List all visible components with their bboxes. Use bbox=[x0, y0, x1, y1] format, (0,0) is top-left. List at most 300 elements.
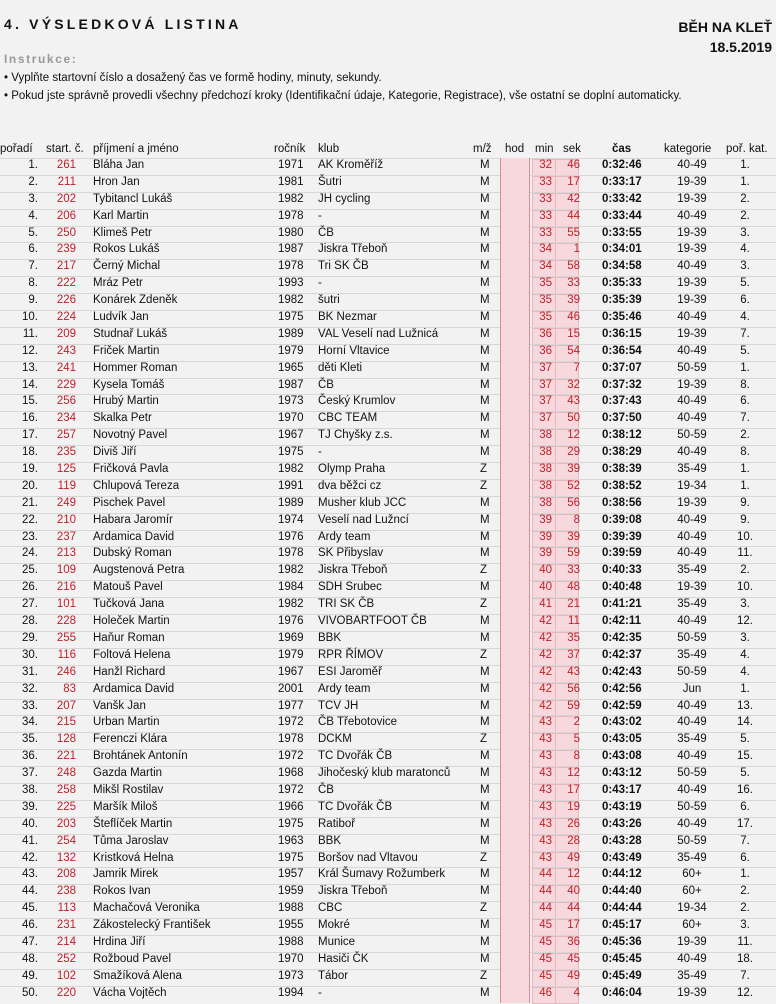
rank-cell: 35. bbox=[22, 733, 38, 746]
seconds-input[interactable]: 56 bbox=[567, 496, 580, 509]
hours-input[interactable] bbox=[500, 851, 530, 868]
minutes-input[interactable]: 43 bbox=[539, 733, 552, 746]
hours-input[interactable] bbox=[500, 715, 530, 732]
start-number-input[interactable]: 220 bbox=[56, 986, 76, 999]
start-number-input[interactable]: 222 bbox=[56, 277, 76, 290]
category-cell: 40-49 bbox=[677, 699, 707, 712]
category-cell: 35-49 bbox=[677, 598, 707, 611]
start-number-input[interactable]: 211 bbox=[57, 175, 76, 188]
hours-input[interactable] bbox=[500, 952, 530, 969]
name-cell: Rokos Lukáš bbox=[93, 243, 160, 256]
gender-cell: M bbox=[480, 277, 490, 290]
gender-cell: M bbox=[480, 581, 490, 594]
instructions-heading: Instrukce: bbox=[4, 52, 78, 66]
name-cell: Ferenczi Klára bbox=[93, 733, 168, 746]
hours-input[interactable] bbox=[500, 175, 530, 192]
time-cell: 0:43:26 bbox=[602, 817, 642, 830]
hours-input[interactable] bbox=[500, 276, 530, 293]
name-cell: Konárek Zdeněk bbox=[93, 294, 178, 307]
category-rank-cell: 5. bbox=[740, 277, 750, 290]
start-number-input[interactable]: 102 bbox=[56, 969, 76, 982]
gender-cell: Z bbox=[480, 851, 488, 864]
seconds-input[interactable]: 33 bbox=[567, 277, 580, 290]
minutes-input[interactable]: 39 bbox=[539, 547, 552, 560]
category-rank-cell: 6. bbox=[740, 851, 750, 864]
seconds-input[interactable]: 55 bbox=[567, 226, 580, 239]
col-poradi: pořadí bbox=[0, 143, 33, 155]
hours-input[interactable] bbox=[500, 394, 530, 411]
hours-input[interactable] bbox=[500, 648, 530, 665]
minutes-input[interactable]: 42 bbox=[539, 631, 552, 644]
category-rank-cell: 1. bbox=[740, 682, 750, 695]
start-number-input[interactable]: 248 bbox=[56, 767, 76, 780]
name-cell: Brohtánek Antonín bbox=[93, 750, 188, 763]
seconds-input[interactable]: 54 bbox=[567, 344, 580, 357]
seconds-input[interactable]: 8 bbox=[573, 750, 580, 763]
table-row bbox=[0, 310, 776, 327]
start-number-input[interactable]: 250 bbox=[56, 226, 76, 239]
category-cell: 35-49 bbox=[677, 648, 707, 661]
start-number-input[interactable]: 128 bbox=[56, 733, 76, 746]
hours-input[interactable] bbox=[500, 496, 530, 513]
rank-cell: 3. bbox=[28, 192, 38, 205]
table-row bbox=[0, 918, 776, 935]
club-cell: - bbox=[318, 446, 322, 459]
seconds-input[interactable]: 37 bbox=[567, 648, 580, 661]
seconds-input[interactable]: 26 bbox=[567, 817, 580, 830]
minutes-input[interactable]: 34 bbox=[539, 260, 552, 273]
category-rank-cell: 1. bbox=[740, 361, 750, 374]
hours-input[interactable] bbox=[500, 682, 530, 699]
seconds-input[interactable]: 58 bbox=[567, 260, 580, 273]
hours-input[interactable] bbox=[500, 445, 530, 462]
category-cell: 40-49 bbox=[677, 395, 707, 408]
club-cell: Jiskra Třeboň bbox=[318, 243, 388, 256]
hours-input[interactable] bbox=[500, 242, 530, 259]
seconds-input[interactable]: 17 bbox=[567, 783, 580, 796]
seconds-input[interactable]: 39 bbox=[567, 294, 580, 307]
seconds-input[interactable]: 43 bbox=[567, 665, 580, 678]
time-cell: 0:35:46 bbox=[602, 311, 642, 324]
start-number-input[interactable]: 235 bbox=[56, 446, 76, 459]
minutes-input[interactable]: 41 bbox=[539, 598, 552, 611]
table-row bbox=[0, 242, 776, 259]
category-rank-cell: 15. bbox=[737, 750, 753, 763]
seconds-input[interactable]: 59 bbox=[567, 699, 580, 712]
minutes-input[interactable]: 33 bbox=[539, 226, 552, 239]
category-rank-cell: 18. bbox=[737, 952, 753, 965]
rank-cell: 14. bbox=[22, 378, 38, 391]
year-cell: 1993 bbox=[278, 277, 304, 290]
minutes-input[interactable]: 44 bbox=[539, 902, 552, 915]
start-number-input[interactable]: 252 bbox=[56, 952, 76, 965]
hours-input[interactable] bbox=[500, 479, 530, 496]
gender-cell: M bbox=[480, 885, 490, 898]
gender-cell: M bbox=[480, 530, 490, 543]
seconds-input[interactable]: 12 bbox=[567, 767, 580, 780]
start-number-input[interactable]: 249 bbox=[56, 496, 76, 509]
start-number-input[interactable]: 113 bbox=[57, 902, 76, 915]
hours-input[interactable] bbox=[500, 817, 530, 834]
category-cell: 19-39 bbox=[677, 496, 707, 509]
start-number-input[interactable]: 119 bbox=[57, 479, 76, 492]
hours-input[interactable] bbox=[500, 530, 530, 547]
seconds-input[interactable]: 7 bbox=[573, 361, 580, 374]
name-cell: Ludvík Jan bbox=[93, 311, 149, 324]
minutes-input[interactable]: 38 bbox=[539, 463, 552, 476]
time-cell: 0:42:11 bbox=[602, 615, 642, 628]
minutes-input[interactable]: 42 bbox=[539, 699, 552, 712]
seconds-input[interactable]: 12 bbox=[567, 429, 580, 442]
gender-cell: M bbox=[480, 868, 490, 881]
minutes-input[interactable]: 43 bbox=[539, 851, 552, 864]
category-rank-cell: 7. bbox=[740, 412, 750, 425]
start-number-input[interactable]: 256 bbox=[56, 395, 76, 408]
seconds-input[interactable]: 15 bbox=[567, 327, 580, 340]
minutes-input[interactable]: 43 bbox=[539, 750, 552, 763]
minutes-input[interactable]: 43 bbox=[539, 800, 552, 813]
gender-cell: Z bbox=[480, 479, 488, 492]
minutes-input[interactable]: 38 bbox=[539, 446, 552, 459]
table-row bbox=[0, 496, 776, 513]
hours-input[interactable] bbox=[500, 192, 530, 209]
hours-input[interactable] bbox=[500, 867, 530, 884]
seconds-input[interactable]: 36 bbox=[567, 935, 580, 948]
club-cell: BBK bbox=[318, 631, 342, 644]
minutes-input[interactable]: 44 bbox=[539, 885, 552, 898]
start-number-input[interactable]: 214 bbox=[56, 935, 76, 948]
rank-cell: 2. bbox=[28, 175, 38, 188]
minutes-input[interactable]: 35 bbox=[539, 311, 552, 324]
start-number-input[interactable]: 209 bbox=[56, 327, 76, 340]
minutes-input[interactable]: 35 bbox=[539, 294, 552, 307]
table-row bbox=[0, 783, 776, 800]
minutes-input[interactable]: 34 bbox=[539, 243, 552, 256]
minutes-input[interactable]: 38 bbox=[539, 429, 552, 442]
hours-input[interactable] bbox=[500, 546, 530, 563]
category-rank-cell: 9. bbox=[740, 496, 750, 509]
rank-cell: 17. bbox=[22, 429, 38, 442]
hours-input[interactable] bbox=[500, 631, 530, 648]
hours-input[interactable] bbox=[500, 935, 530, 952]
rank-cell: 18. bbox=[22, 446, 38, 459]
seconds-input[interactable]: 19 bbox=[567, 800, 580, 813]
minutes-input[interactable]: 36 bbox=[539, 344, 552, 357]
start-number-input[interactable]: 257 bbox=[56, 429, 76, 442]
seconds-input[interactable]: 46 bbox=[567, 311, 580, 324]
hours-input[interactable] bbox=[500, 158, 530, 175]
category-cell: 19-39 bbox=[677, 175, 707, 188]
minutes-input[interactable]: 43 bbox=[539, 767, 552, 780]
time-cell: 0:43:02 bbox=[602, 716, 642, 729]
hours-input[interactable] bbox=[500, 361, 530, 378]
minutes-input[interactable]: 45 bbox=[539, 919, 552, 932]
minutes-input[interactable]: 39 bbox=[539, 513, 552, 526]
start-number-input[interactable]: 221 bbox=[56, 750, 76, 763]
minutes-input[interactable]: 37 bbox=[539, 378, 552, 391]
start-number-input[interactable]: 217 bbox=[56, 260, 76, 273]
club-cell: VAL Veselí nad Lužnicá bbox=[318, 327, 439, 340]
category-rank-cell: 9. bbox=[740, 513, 750, 526]
year-cell: 1974 bbox=[278, 513, 304, 526]
name-cell: Novotný Pavel bbox=[93, 429, 168, 442]
year-cell: 1971 bbox=[278, 159, 304, 171]
hours-input[interactable] bbox=[500, 310, 530, 327]
hours-input[interactable] bbox=[500, 800, 530, 817]
minutes-input[interactable]: 43 bbox=[539, 783, 552, 796]
minutes-input[interactable]: 38 bbox=[539, 479, 552, 492]
seconds-input[interactable]: 17 bbox=[567, 175, 580, 188]
minutes-input[interactable]: 38 bbox=[539, 496, 552, 509]
seconds-input[interactable]: 21 bbox=[567, 598, 580, 611]
start-number-input[interactable]: 132 bbox=[56, 851, 76, 864]
start-number-input[interactable]: 207 bbox=[56, 699, 76, 712]
hours-input[interactable] bbox=[500, 344, 530, 361]
seconds-input[interactable]: 49 bbox=[567, 969, 580, 982]
minutes-input[interactable]: 37 bbox=[539, 361, 552, 374]
time-cell: 0:38:12 bbox=[602, 429, 642, 442]
seconds-input[interactable]: 43 bbox=[567, 395, 580, 408]
category-rank-cell: 7. bbox=[740, 834, 750, 847]
seconds-input[interactable]: 1 bbox=[573, 243, 580, 256]
seconds-input[interactable]: 17 bbox=[567, 919, 580, 932]
rank-cell: 40. bbox=[22, 817, 38, 830]
start-number-input[interactable]: 225 bbox=[56, 800, 76, 813]
minutes-input[interactable]: 32 bbox=[539, 159, 552, 171]
category-cell: 40-49 bbox=[677, 716, 707, 729]
minutes-input[interactable]: 42 bbox=[539, 665, 552, 678]
table-row bbox=[0, 766, 776, 783]
category-cell: 35-49 bbox=[677, 463, 707, 476]
minutes-input[interactable]: 42 bbox=[539, 615, 552, 628]
start-number-input[interactable]: 203 bbox=[56, 817, 76, 830]
minutes-input[interactable]: 36 bbox=[539, 327, 552, 340]
start-number-input[interactable]: 202 bbox=[56, 192, 76, 205]
rank-cell: 29. bbox=[22, 631, 38, 644]
seconds-input[interactable]: 12 bbox=[567, 868, 580, 881]
start-number-input[interactable]: 261 bbox=[56, 159, 76, 171]
hours-input[interactable] bbox=[500, 783, 530, 800]
club-cell: TC Dvořák ČB bbox=[318, 750, 393, 763]
category-cell: 40-49 bbox=[677, 952, 707, 965]
hours-input[interactable] bbox=[500, 834, 530, 851]
start-number-input[interactable]: 243 bbox=[56, 344, 76, 357]
year-cell: 1967 bbox=[278, 665, 304, 678]
club-cell: - bbox=[318, 986, 322, 999]
hours-input[interactable] bbox=[500, 918, 530, 935]
start-number-input[interactable]: 246 bbox=[56, 665, 76, 678]
seconds-input[interactable]: 52 bbox=[567, 479, 580, 492]
hours-input[interactable] bbox=[500, 209, 530, 226]
start-number-input[interactable]: 215 bbox=[56, 716, 76, 729]
seconds-input[interactable]: 48 bbox=[567, 581, 580, 594]
seconds-input[interactable]: 4 bbox=[573, 986, 580, 999]
hours-input[interactable] bbox=[500, 378, 530, 395]
seconds-input[interactable]: 5 bbox=[573, 733, 580, 746]
start-number-input[interactable]: 226 bbox=[56, 294, 76, 307]
table-row bbox=[0, 411, 776, 428]
minutes-input[interactable]: 42 bbox=[539, 682, 552, 695]
hours-input[interactable] bbox=[500, 563, 530, 580]
start-number-input[interactable]: 116 bbox=[57, 648, 76, 661]
seconds-input[interactable]: 29 bbox=[567, 446, 580, 459]
rank-cell: 37. bbox=[22, 767, 38, 780]
name-cell: Kysela Tomáš bbox=[93, 378, 165, 391]
start-number-input[interactable]: 206 bbox=[56, 209, 76, 222]
seconds-input[interactable]: 33 bbox=[567, 564, 580, 577]
category-rank-cell: 4. bbox=[740, 243, 750, 256]
start-number-input[interactable]: 238 bbox=[56, 885, 76, 898]
name-cell: Hrubý Martin bbox=[93, 395, 159, 408]
minutes-input[interactable]: 45 bbox=[539, 935, 552, 948]
year-cell: 1967 bbox=[278, 429, 304, 442]
club-cell: SDH Srubec bbox=[318, 581, 382, 594]
table-row bbox=[0, 175, 776, 192]
minutes-input[interactable]: 33 bbox=[539, 192, 552, 205]
seconds-input[interactable]: 8 bbox=[573, 513, 580, 526]
start-number-input[interactable]: 234 bbox=[56, 412, 76, 425]
start-number-input[interactable]: 216 bbox=[56, 581, 76, 594]
hours-input[interactable] bbox=[500, 259, 530, 276]
start-number-input[interactable]: 208 bbox=[56, 868, 76, 881]
minutes-input[interactable]: 35 bbox=[539, 277, 552, 290]
table-row bbox=[0, 259, 776, 276]
time-cell: 0:43:12 bbox=[602, 767, 642, 780]
seconds-input[interactable]: 49 bbox=[567, 851, 580, 864]
seconds-input[interactable]: 42 bbox=[567, 192, 580, 205]
start-number-input[interactable]: 109 bbox=[56, 564, 76, 577]
seconds-input[interactable]: 59 bbox=[567, 547, 580, 560]
hours-input[interactable] bbox=[500, 293, 530, 310]
category-cell: 19-39 bbox=[677, 378, 707, 391]
start-number-input[interactable]: 254 bbox=[56, 834, 76, 847]
start-number-input[interactable]: 231 bbox=[56, 919, 76, 932]
table-row bbox=[0, 580, 776, 597]
seconds-input[interactable]: 2 bbox=[573, 716, 580, 729]
minutes-input[interactable]: 39 bbox=[539, 530, 552, 543]
hours-input[interactable] bbox=[500, 969, 530, 986]
hours-input[interactable] bbox=[500, 462, 530, 479]
hours-input[interactable] bbox=[500, 986, 530, 1003]
category-rank-cell: 16. bbox=[737, 783, 753, 796]
seconds-input[interactable]: 39 bbox=[567, 530, 580, 543]
seconds-input[interactable]: 28 bbox=[567, 834, 580, 847]
hours-input[interactable] bbox=[500, 901, 530, 918]
start-number-input[interactable]: 228 bbox=[56, 615, 76, 628]
start-number-input[interactable]: 210 bbox=[56, 513, 76, 526]
category-cell: 35-49 bbox=[677, 851, 707, 864]
name-cell: Ardamica David bbox=[93, 682, 175, 695]
gender-cell: M bbox=[480, 243, 490, 256]
hours-input[interactable] bbox=[500, 513, 530, 530]
start-number-input[interactable]: 229 bbox=[56, 378, 76, 391]
minutes-input[interactable]: 44 bbox=[539, 868, 552, 881]
hours-input[interactable] bbox=[500, 884, 530, 901]
minutes-input[interactable]: 33 bbox=[539, 209, 552, 222]
hours-input[interactable] bbox=[500, 614, 530, 631]
gender-cell: M bbox=[480, 311, 490, 324]
seconds-input[interactable]: 44 bbox=[567, 209, 580, 222]
category-rank-cell: 4. bbox=[740, 311, 750, 324]
minutes-input[interactable]: 43 bbox=[539, 817, 552, 830]
time-cell: 0:46:04 bbox=[602, 986, 642, 999]
year-cell: 1976 bbox=[278, 615, 304, 628]
start-number-input[interactable]: 213 bbox=[56, 547, 76, 560]
minutes-input[interactable]: 33 bbox=[539, 175, 552, 188]
time-cell: 0:34:01 bbox=[602, 243, 642, 256]
name-cell: Friček Martin bbox=[93, 344, 160, 357]
start-number-input[interactable]: 239 bbox=[56, 243, 76, 256]
hours-input[interactable] bbox=[500, 327, 530, 344]
seconds-input[interactable]: 50 bbox=[567, 412, 580, 425]
seconds-input[interactable]: 56 bbox=[567, 682, 580, 695]
start-number-input[interactable]: 101 bbox=[56, 598, 76, 611]
seconds-input[interactable]: 32 bbox=[567, 378, 580, 391]
minutes-input[interactable]: 45 bbox=[539, 952, 552, 965]
name-cell: Diviš Jiří bbox=[93, 446, 137, 459]
start-number-input[interactable]: 241 bbox=[56, 361, 76, 374]
hours-input[interactable] bbox=[500, 597, 530, 614]
seconds-input[interactable]: 39 bbox=[567, 463, 580, 476]
seconds-input[interactable]: 35 bbox=[567, 631, 580, 644]
minutes-input[interactable]: 46 bbox=[539, 986, 552, 999]
minutes-input[interactable]: 37 bbox=[539, 395, 552, 408]
name-cell: Rožboud Pavel bbox=[93, 952, 171, 965]
start-number-input[interactable]: 258 bbox=[56, 783, 76, 796]
rank-cell: 24. bbox=[22, 547, 38, 560]
hours-input[interactable] bbox=[500, 428, 530, 445]
hours-input[interactable] bbox=[500, 226, 530, 243]
gender-cell: M bbox=[480, 834, 490, 847]
hours-input[interactable] bbox=[500, 749, 530, 766]
gender-cell: M bbox=[480, 547, 490, 560]
hours-input[interactable] bbox=[500, 411, 530, 428]
seconds-input[interactable]: 40 bbox=[567, 885, 580, 898]
year-cell: 1975 bbox=[278, 446, 304, 459]
year-cell: 1979 bbox=[278, 648, 304, 661]
year-cell: 1978 bbox=[278, 209, 304, 222]
name-cell: Hron Jan bbox=[93, 175, 140, 188]
col-por-kat: poř. kat. bbox=[726, 143, 768, 155]
seconds-input[interactable]: 46 bbox=[567, 159, 580, 171]
year-cell: 1969 bbox=[278, 631, 304, 644]
hours-input[interactable] bbox=[500, 665, 530, 682]
minutes-input[interactable]: 40 bbox=[539, 564, 552, 577]
hours-input[interactable] bbox=[500, 732, 530, 749]
seconds-input[interactable]: 11 bbox=[568, 615, 580, 628]
start-number-input[interactable]: 83 bbox=[63, 682, 76, 695]
seconds-input[interactable]: 44 bbox=[567, 902, 580, 915]
start-number-input[interactable]: 125 bbox=[56, 463, 76, 476]
minutes-input[interactable]: 45 bbox=[539, 969, 552, 982]
minutes-input[interactable]: 40 bbox=[539, 581, 552, 594]
gender-cell: M bbox=[480, 429, 490, 442]
seconds-input[interactable]: 45 bbox=[567, 952, 580, 965]
minutes-input[interactable]: 37 bbox=[539, 412, 552, 425]
hours-input[interactable] bbox=[500, 699, 530, 716]
hours-input[interactable] bbox=[500, 766, 530, 783]
minutes-input[interactable]: 43 bbox=[539, 716, 552, 729]
start-number-input[interactable]: 237 bbox=[56, 530, 76, 543]
name-cell: Foltová Helena bbox=[93, 648, 171, 661]
club-cell: Musher klub JCC bbox=[318, 496, 407, 509]
minutes-input[interactable]: 42 bbox=[539, 648, 552, 661]
minutes-input[interactable]: 43 bbox=[539, 834, 552, 847]
start-number-input[interactable]: 255 bbox=[56, 631, 76, 644]
hours-input[interactable] bbox=[500, 580, 530, 597]
start-number-input[interactable]: 224 bbox=[56, 311, 76, 324]
club-cell: Ardy team bbox=[318, 682, 371, 695]
